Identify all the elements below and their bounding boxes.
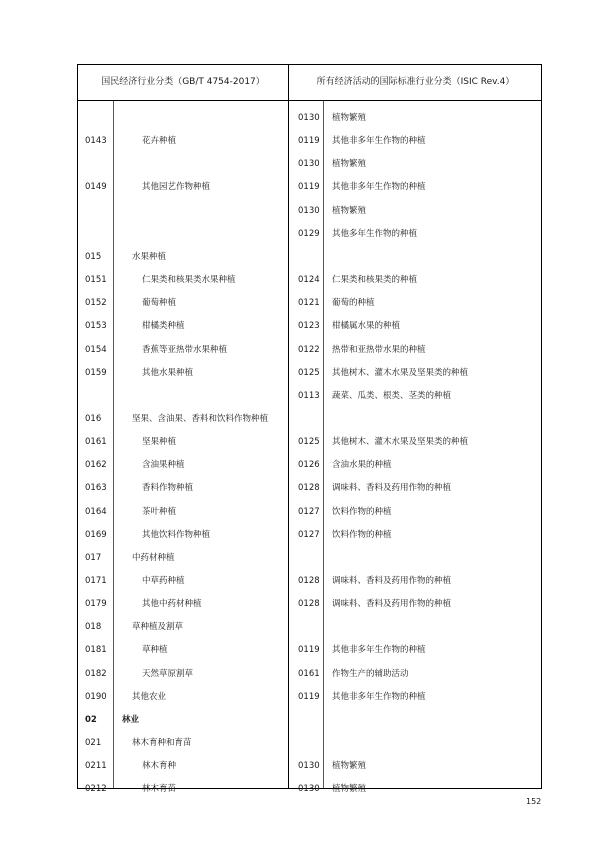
isic-name: 其他非多年生作物的种植 xyxy=(332,645,426,656)
isic-code: 0113 xyxy=(298,390,320,401)
page-number: 152 xyxy=(526,797,542,806)
gbt-name: 林木育苗 xyxy=(142,784,177,795)
gbt-code: 0162 xyxy=(85,460,107,471)
gbt-code: 0161 xyxy=(85,437,107,448)
gbt-code: 0163 xyxy=(85,483,107,494)
isic-code: 0130 xyxy=(298,784,320,795)
isic-name: 植物繁殖 xyxy=(332,784,367,795)
isic-code: 0130 xyxy=(298,205,320,216)
table-row xyxy=(78,639,541,662)
gbt-code: 0152 xyxy=(85,298,107,309)
gbt-name: 其他中药材种植 xyxy=(142,599,202,610)
isic-code: 0119 xyxy=(298,691,320,702)
isic-name: 饮料作物的种植 xyxy=(332,506,392,517)
gbt-code: 0153 xyxy=(85,321,107,332)
isic-name: 植物繁殖 xyxy=(332,113,367,123)
table-row xyxy=(78,385,541,408)
table-row xyxy=(78,200,541,223)
gbt-name: 香料作物种植 xyxy=(142,483,194,494)
isic-code: 0129 xyxy=(298,228,320,239)
table-row xyxy=(78,269,541,292)
gbt-name: 其他饮料作物种植 xyxy=(142,529,211,540)
table-row xyxy=(78,292,541,315)
gbt-name: 林木育种 xyxy=(142,761,177,772)
gbt-name: 水果种植 xyxy=(132,251,167,262)
isic-code: 0119 xyxy=(298,645,320,656)
gbt-name: 坚果种植 xyxy=(142,437,177,448)
isic-code: 0127 xyxy=(298,506,320,517)
isic-name: 调味料、香料及药用作物的种植 xyxy=(332,576,452,586)
isic-code: 0122 xyxy=(298,344,320,355)
isic-code: 0126 xyxy=(298,460,320,471)
header-isic: 所有经济活动的国际标准行业分类（ISIC Rev.4） xyxy=(316,77,515,87)
gbt-code: 016 xyxy=(85,413,102,424)
isic-name: 调味料、香料及药用作物的种植 xyxy=(332,599,452,610)
table-row xyxy=(78,107,541,130)
isic-code: 0128 xyxy=(298,483,320,494)
table-row xyxy=(78,362,541,385)
gbt-name: 林业 xyxy=(122,714,140,725)
gbt-name: 其他园艺作物种植 xyxy=(142,182,211,193)
isic-name: 仁果类和核果类的种植 xyxy=(332,275,418,286)
table-row xyxy=(78,547,541,570)
gbt-code: 0159 xyxy=(85,367,107,378)
gbt-code: 0149 xyxy=(85,182,107,193)
isic-name: 含油水果的种植 xyxy=(332,460,392,471)
gbt-code: 0154 xyxy=(85,344,107,355)
gbt-code: 021 xyxy=(85,738,102,749)
table-row xyxy=(78,454,541,477)
gbt-name: 柑橘类种植 xyxy=(142,321,185,332)
table-row xyxy=(78,176,541,199)
table-row xyxy=(78,616,541,639)
isic-code: 0123 xyxy=(298,321,320,332)
isic-name: 其他非多年生作物的种植 xyxy=(332,691,426,702)
isic-name: 植物繁殖 xyxy=(332,761,367,772)
gbt-code: 0179 xyxy=(85,599,107,610)
gbt-code: 0143 xyxy=(85,136,107,147)
isic-name: 其他树木、灌木水果及坚果类的种植 xyxy=(332,367,469,378)
gbt-name: 葡萄种植 xyxy=(142,298,177,309)
table-row xyxy=(78,709,541,732)
table-row xyxy=(78,570,541,593)
gbt-code: 015 xyxy=(85,251,102,262)
isic-name: 其他非多年生作物的种植 xyxy=(332,136,426,147)
table-row xyxy=(78,431,541,454)
gbt-name: 花卉种植 xyxy=(142,136,177,147)
isic-name: 柑橘属水果的种植 xyxy=(332,321,401,332)
table-row xyxy=(78,408,541,431)
table-row xyxy=(78,593,541,616)
table-row xyxy=(78,755,541,778)
table-row xyxy=(78,524,541,547)
gbt-name: 茶叶种植 xyxy=(142,506,177,517)
table-row xyxy=(78,686,541,709)
isic-code: 0119 xyxy=(298,182,320,193)
gbt-name: 香蕉等亚热带水果种植 xyxy=(142,344,228,355)
isic-name: 其他非多年生作物的种植 xyxy=(332,182,426,193)
gbt-code: 0211 xyxy=(85,761,107,772)
table-row xyxy=(78,501,541,524)
isic-code: 0119 xyxy=(298,136,320,147)
isic-name: 其他树木、灌木水果及坚果类的种植 xyxy=(332,437,469,448)
gbt-code: 0190 xyxy=(85,691,107,702)
gbt-name: 其他水果种植 xyxy=(142,367,194,378)
gbt-name: 坚果、含油果、香料和饮料作物种植 xyxy=(132,413,269,424)
gbt-code: 0169 xyxy=(85,529,107,540)
isic-name: 蔬菜、瓜类、根类、茎类的种植 xyxy=(332,390,452,401)
table-row xyxy=(78,153,541,176)
gbt-name: 天然草原割草 xyxy=(142,668,194,679)
gbt-code: 0171 xyxy=(85,576,107,586)
isic-code: 0125 xyxy=(298,437,320,448)
table-row xyxy=(78,663,541,686)
isic-name: 植物繁殖 xyxy=(332,205,367,216)
table-row xyxy=(78,130,541,153)
isic-name: 饮料作物的种植 xyxy=(332,529,392,540)
gbt-code: 0212 xyxy=(85,784,107,795)
isic-code: 0125 xyxy=(298,367,320,378)
gbt-code: 017 xyxy=(85,552,102,563)
isic-name: 调味料、香料及药用作物的种植 xyxy=(332,483,452,494)
gbt-code: 0151 xyxy=(85,275,107,286)
isic-code: 0128 xyxy=(298,576,320,586)
isic-code: 0130 xyxy=(298,113,320,123)
isic-code: 0130 xyxy=(298,761,320,772)
isic-name: 植物繁殖 xyxy=(332,159,367,170)
gbt-code: 0182 xyxy=(85,668,107,679)
gbt-name: 中药材种植 xyxy=(132,552,175,563)
isic-name: 作物生产的辅助活动 xyxy=(332,668,409,679)
gbt-name: 中草药种植 xyxy=(142,576,185,586)
gbt-code: 02 xyxy=(85,714,97,725)
table-row xyxy=(78,477,541,500)
isic-code: 0124 xyxy=(298,275,320,286)
isic-code: 0161 xyxy=(298,668,320,679)
isic-code: 0121 xyxy=(298,298,320,309)
isic-name: 热带和亚热带水果的种植 xyxy=(332,344,426,355)
isic-code: 0127 xyxy=(298,529,320,540)
classification-table xyxy=(77,64,542,795)
gbt-name: 含油果种植 xyxy=(142,460,185,471)
table-row xyxy=(78,339,541,362)
table-header xyxy=(78,65,541,101)
gbt-name: 草种植及割草 xyxy=(132,622,184,633)
table-row xyxy=(78,246,541,269)
gbt-name: 草种植 xyxy=(142,645,168,656)
gbt-code: 0181 xyxy=(85,645,107,656)
isic-name: 其他多年生作物的种植 xyxy=(332,228,418,239)
table-row xyxy=(78,778,541,801)
gbt-name: 其他农业 xyxy=(132,691,167,702)
gbt-code: 018 xyxy=(85,622,102,633)
table-row xyxy=(78,315,541,338)
header-gbt: 国民经济行业分类（GB/T 4754-2017） xyxy=(101,77,265,87)
table-row xyxy=(78,223,541,246)
gbt-code: 0164 xyxy=(85,506,107,517)
isic-name: 葡萄的种植 xyxy=(332,298,375,309)
isic-code: 0130 xyxy=(298,159,320,170)
gbt-name: 林木育种和育苗 xyxy=(132,738,192,749)
isic-code: 0128 xyxy=(298,599,320,610)
table-row xyxy=(78,732,541,755)
gbt-name: 仁果类和核果类水果种植 xyxy=(142,275,236,286)
